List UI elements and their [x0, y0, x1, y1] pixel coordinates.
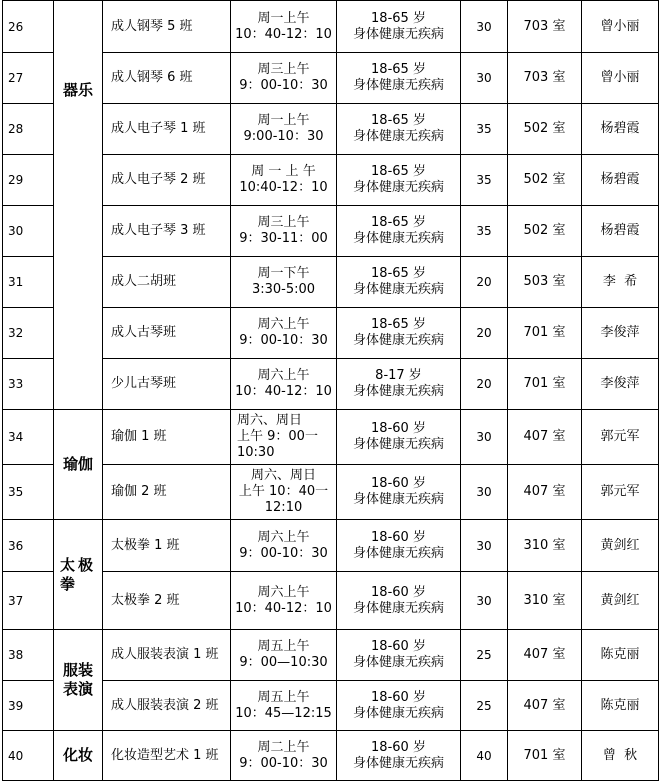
course-name: 太极拳 1 班	[103, 520, 231, 572]
enrollment-requirement	[337, 520, 461, 572]
teacher: 陈克丽	[582, 630, 659, 681]
category-label: 服装	[62, 661, 93, 679]
classroom: 407 室	[508, 630, 582, 681]
row-number: 31	[3, 257, 54, 308]
row-number: 27	[3, 53, 54, 104]
teacher: 李俊萍	[582, 308, 659, 359]
time-range: 9：00-10：30	[239, 333, 328, 348]
enrollment-requirement	[337, 359, 461, 410]
time-range: 9：30-11：00	[239, 231, 328, 246]
teacher: 黄剑红	[582, 520, 659, 572]
age-range: 18-65 岁	[371, 10, 426, 26]
classroom: 502 室	[508, 155, 582, 206]
teacher: 陈克丽	[582, 681, 659, 731]
class-time	[231, 359, 337, 410]
age-range: 8-17 岁	[375, 368, 422, 383]
class-time	[231, 731, 337, 781]
capacity: 20	[461, 257, 508, 308]
course-name: 化妆造型艺术 1 班	[103, 731, 231, 781]
time-day: 周六上午	[257, 529, 310, 545]
category-label-line2: 表演	[62, 680, 93, 698]
age-range: 18-65 岁	[371, 266, 426, 281]
teacher: 李俊萍	[582, 359, 659, 410]
row-number: 29	[3, 155, 54, 206]
time-day: 周六上午	[257, 368, 310, 383]
time-day: 周三上午	[257, 62, 310, 77]
category-cell	[54, 520, 103, 630]
classroom: 502 室	[508, 206, 582, 257]
category-label: 化妆	[62, 746, 93, 764]
teacher: 杨碧霞	[582, 206, 659, 257]
enrollment-requirement	[337, 53, 461, 104]
time-range: 9：00-10：30	[239, 755, 328, 771]
category-cell	[54, 630, 103, 731]
age-range: 18-65 岁	[371, 317, 426, 332]
category-cell	[54, 1, 103, 410]
health-requirement: 身体健康无疾病	[352, 384, 444, 399]
capacity: 40	[461, 731, 508, 781]
enrollment-requirement	[337, 681, 461, 731]
class-time	[231, 410, 337, 465]
category-label: 器乐	[62, 81, 93, 99]
health-requirement: 身体健康无疾病	[352, 78, 444, 93]
classroom: 503 室	[508, 257, 582, 308]
time-range: 上午 9：00一	[237, 429, 318, 444]
course-schedule-table	[2, 0, 659, 781]
time-range: 10：45—12:15	[235, 705, 332, 721]
time-range: 10：40-12：10	[235, 26, 332, 42]
row-number: 32	[3, 308, 54, 359]
classroom: 701 室	[508, 731, 582, 781]
time-range: 9：00-10：30	[239, 78, 328, 93]
row-number: 38	[3, 630, 54, 681]
time-day: 周 一 上 午	[251, 164, 316, 179]
health-requirement: 身体健康无疾病	[352, 231, 444, 246]
time-range: 3:30-5:00	[251, 282, 316, 297]
capacity: 30	[461, 53, 508, 104]
enrollment-requirement	[337, 731, 461, 781]
row-number: 40	[3, 731, 54, 781]
course-name: 成人二胡班	[103, 257, 231, 308]
teacher: 曾小丽	[582, 1, 659, 53]
health-requirement: 身体健康无疾病	[352, 600, 444, 616]
time-end: 12:10	[264, 500, 303, 515]
time-day: 周六、周日	[237, 413, 303, 428]
age-range: 18-60 岁	[371, 529, 426, 545]
capacity: 25	[461, 681, 508, 731]
enrollment-requirement	[337, 630, 461, 681]
enrollment-requirement	[337, 257, 461, 308]
age-range: 18-60 岁	[371, 421, 426, 436]
time-day: 周六上午	[257, 584, 310, 600]
enrollment-requirement	[337, 308, 461, 359]
class-time	[231, 308, 337, 359]
class-time	[231, 465, 337, 520]
age-range: 18-65 岁	[371, 164, 426, 179]
table-row	[3, 630, 659, 681]
teacher: 郭元军	[582, 410, 659, 465]
table-row	[3, 520, 659, 572]
course-name: 成人服装表演 1 班	[103, 630, 231, 681]
row-number: 26	[3, 1, 54, 53]
capacity: 35	[461, 155, 508, 206]
enrollment-requirement	[337, 206, 461, 257]
time-day: 周五上午	[257, 689, 310, 705]
age-range: 18-60 岁	[371, 639, 426, 654]
classroom: 701 室	[508, 308, 582, 359]
health-requirement: 身体健康无疾病	[352, 180, 444, 195]
class-time	[231, 206, 337, 257]
category-cell	[54, 731, 103, 781]
age-range: 18-65 岁	[371, 113, 426, 128]
health-requirement: 身体健康无疾病	[352, 492, 444, 507]
time-range: 10:40-12：10	[239, 180, 328, 195]
teacher: 李 希	[582, 257, 659, 308]
course-name: 成人钢琴 5 班	[103, 1, 231, 53]
health-requirement: 身体健康无疾病	[352, 705, 444, 721]
time-range: 9：00-10：30	[239, 545, 328, 561]
health-requirement: 身体健康无疾病	[352, 333, 444, 348]
course-name: 太极拳 2 班	[103, 572, 231, 630]
course-name: 成人钢琴 6 班	[103, 53, 231, 104]
classroom: 703 室	[508, 1, 582, 53]
class-time	[231, 681, 337, 731]
time-range: 上午 10：40一	[238, 484, 329, 499]
class-time	[231, 572, 337, 630]
health-requirement: 身体健康无疾病	[352, 129, 444, 144]
category-label-line2: 拳	[60, 574, 76, 593]
course-name: 少儿古琴班	[103, 359, 231, 410]
classroom: 407 室	[508, 465, 582, 520]
teacher: 杨碧霞	[582, 104, 659, 155]
row-number: 39	[3, 681, 54, 731]
health-requirement: 身体健康无疾病	[352, 26, 444, 42]
row-number: 36	[3, 520, 54, 572]
category-cell	[54, 410, 103, 520]
age-range: 18-60 岁	[371, 689, 426, 705]
capacity: 20	[461, 308, 508, 359]
classroom: 310 室	[508, 520, 582, 572]
time-day: 周二上午	[257, 739, 310, 755]
age-range: 18-60 岁	[371, 739, 426, 755]
row-number: 34	[3, 410, 54, 465]
health-requirement: 身体健康无疾病	[352, 282, 444, 297]
age-range: 18-65 岁	[371, 62, 426, 77]
class-time	[231, 53, 337, 104]
classroom: 407 室	[508, 410, 582, 465]
course-name: 瑜伽 2 班	[103, 465, 231, 520]
health-requirement: 身体健康无疾病	[352, 655, 444, 670]
row-number: 33	[3, 359, 54, 410]
time-day: 周一上午	[257, 113, 310, 128]
capacity: 35	[461, 206, 508, 257]
time-day: 周一上午	[257, 10, 310, 26]
course-name: 成人古琴班	[103, 308, 231, 359]
capacity: 30	[461, 1, 508, 53]
enrollment-requirement	[337, 1, 461, 53]
row-number: 28	[3, 104, 54, 155]
capacity: 30	[461, 520, 508, 572]
time-end: 10:30	[237, 445, 275, 460]
class-time	[231, 1, 337, 53]
teacher: 曾小丽	[582, 53, 659, 104]
row-number: 30	[3, 206, 54, 257]
enrollment-requirement	[337, 572, 461, 630]
age-range: 18-65 岁	[371, 215, 426, 230]
teacher: 黄剑红	[582, 572, 659, 630]
class-time	[231, 630, 337, 681]
teacher: 郭元军	[582, 465, 659, 520]
classroom: 502 室	[508, 104, 582, 155]
health-requirement: 身体健康无疾病	[352, 545, 444, 561]
age-range: 18-60 岁	[371, 584, 426, 600]
capacity: 30	[461, 410, 508, 465]
classroom: 703 室	[508, 53, 582, 104]
capacity: 25	[461, 630, 508, 681]
health-requirement: 身体健康无疾病	[352, 755, 444, 771]
course-name: 成人电子琴 1 班	[103, 104, 231, 155]
capacity: 30	[461, 572, 508, 630]
course-name: 成人服装表演 2 班	[103, 681, 231, 731]
teacher: 杨碧霞	[582, 155, 659, 206]
classroom: 701 室	[508, 359, 582, 410]
teacher: 曾 秋	[582, 731, 659, 781]
enrollment-requirement	[337, 155, 461, 206]
classroom: 310 室	[508, 572, 582, 630]
time-day: 周五上午	[257, 639, 310, 654]
course-name: 瑜伽 1 班	[103, 410, 231, 465]
row-number: 35	[3, 465, 54, 520]
time-day: 周三上午	[257, 215, 310, 230]
time-range: 9:00-10：30	[243, 129, 324, 144]
enrollment-requirement	[337, 465, 461, 520]
class-time	[231, 155, 337, 206]
table-row	[3, 1, 659, 53]
time-day: 周六上午	[257, 317, 310, 332]
course-name: 成人电子琴 2 班	[103, 155, 231, 206]
table-row	[3, 731, 659, 781]
capacity: 20	[461, 359, 508, 410]
row-number: 37	[3, 572, 54, 630]
class-time	[231, 257, 337, 308]
time-range: 9：00—10:30	[239, 655, 328, 670]
classroom: 407 室	[508, 681, 582, 731]
capacity: 35	[461, 104, 508, 155]
class-time	[231, 520, 337, 572]
capacity: 30	[461, 465, 508, 520]
age-range: 18-60 岁	[371, 476, 426, 491]
enrollment-requirement	[337, 104, 461, 155]
class-time	[231, 104, 337, 155]
course-name: 成人电子琴 3 班	[103, 206, 231, 257]
category-label: 太极	[59, 555, 96, 574]
time-day: 周六、周日	[250, 468, 316, 483]
health-requirement: 身体健康无疾病	[352, 437, 444, 452]
time-day: 周一下午	[257, 266, 310, 281]
enrollment-requirement	[337, 410, 461, 465]
time-range: 10：40-12：10	[235, 384, 332, 399]
table-row	[3, 410, 659, 465]
time-range: 10：40-12：10	[235, 600, 332, 616]
category-label: 瑜伽	[62, 455, 93, 473]
